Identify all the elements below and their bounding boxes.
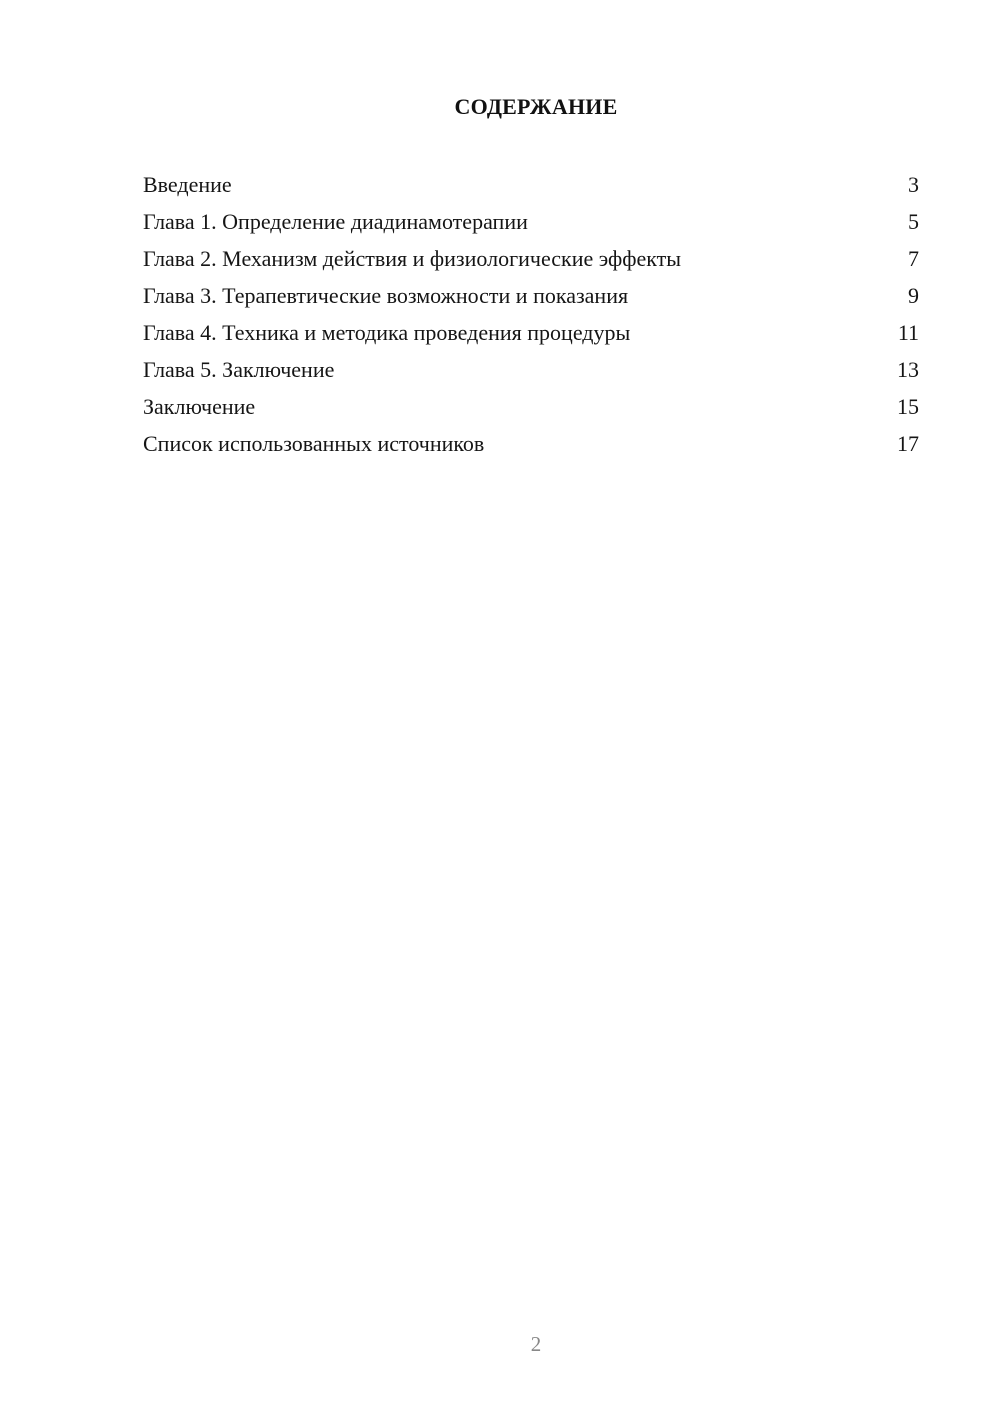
page-title: СОДЕРЖАНИЕ [454, 94, 618, 119]
toc-entry-chapter-4 [143, 314, 919, 351]
toc-entry-introduction [143, 166, 919, 203]
toc-entry-label: Заключение [143, 394, 256, 419]
toc-entry-label: Список использованных источников [143, 431, 485, 456]
toc-entry-label: Глава 5. Заключение [143, 357, 335, 382]
toc-entry-page: 15 [897, 394, 919, 419]
toc-entry-page: 9 [908, 283, 919, 308]
toc-entry-chapter-2 [143, 240, 919, 277]
toc-entry-label: Глава 2. Механизм действия и физиологические эффекты [143, 246, 682, 271]
toc-entry-page: 11 [897, 320, 919, 345]
toc-entry-label: Глава 4. Техника и методика проведения процедуры [143, 320, 631, 345]
toc-entry-chapter-3 [143, 277, 919, 314]
toc-entry-page: 3 [908, 172, 919, 197]
toc-entry-conclusion [143, 388, 919, 425]
toc-entry-chapter-5 [143, 351, 919, 388]
toc-entry-chapter-1 [143, 203, 919, 240]
toc-entry-references [143, 425, 919, 462]
toc-entry-label: Введение [143, 172, 232, 197]
page-number: 2 [530, 1332, 542, 1356]
table-of-contents [143, 166, 919, 462]
toc-entry-page: 13 [897, 357, 919, 382]
toc-entry-label: Глава 1. Определение диадинамотерапии [143, 209, 528, 234]
toc-entry-page: 17 [897, 431, 919, 456]
toc-entry-label: Глава 3. Терапевтические возможности и показания [143, 283, 629, 308]
toc-entry-page: 5 [908, 209, 919, 234]
toc-entry-page: 7 [908, 246, 919, 271]
